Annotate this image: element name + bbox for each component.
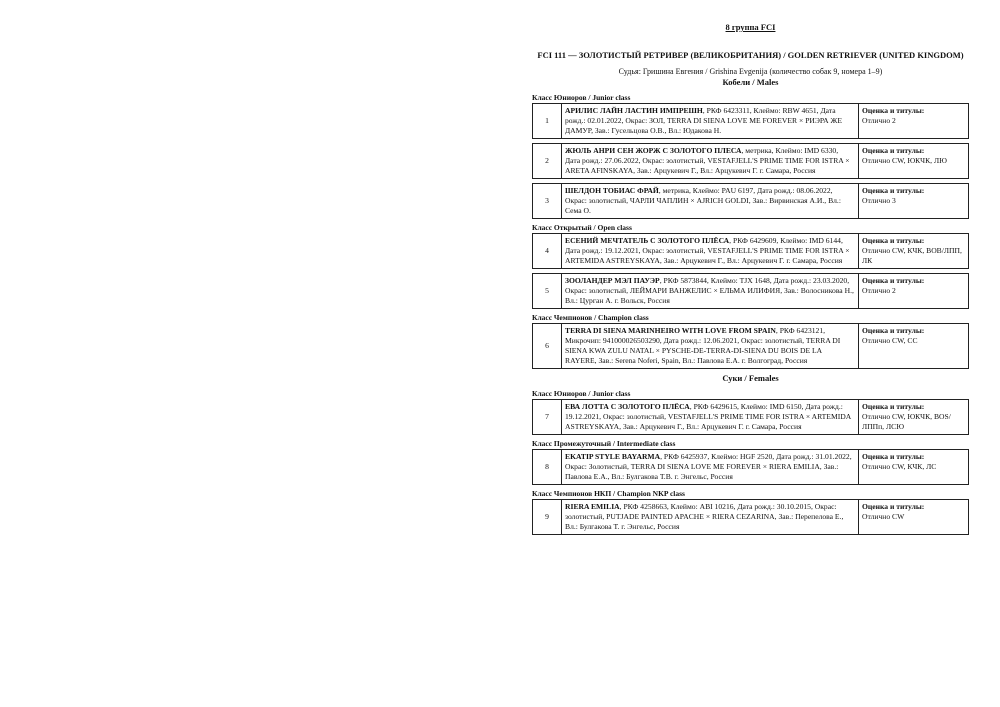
entry-result [859, 450, 969, 485]
result-text: Отлично CW, ЮКЧК, ЛЮ [862, 156, 947, 165]
entry-description [562, 104, 859, 139]
dog-details: , РКФ 6423121, Микрочип: 941000026503290, Дата рожд.: 12.06.2021, Окрас: золотистый, TERRA DI SIENA KWA ZULU NATAL × PYSCHE-DE-TERRA-DI-SIENA DU BOIS DE LA RAYERE, Зав.: Serena Noferi, Spain, Вл.: Павлова Е.А. г. Волгоград, Россия [565, 326, 841, 365]
result-label: Оценка и титулы: [862, 186, 925, 195]
entry-description [562, 144, 859, 179]
entry-description [562, 184, 859, 219]
entry-row [532, 399, 969, 435]
dog-name: ЖЮЛЬ АНРИ СЕН ЖОРЖ С ЗОЛОТОГО ПЛЕСА [565, 146, 742, 155]
entry-number: 4 [533, 234, 562, 269]
group-title: 8 группа FCI [725, 22, 776, 32]
class-title: Класс Чемпионов НКП / Champion NKP class [532, 489, 685, 498]
entry-result [859, 274, 969, 309]
result-text: Отлично CW, ЮКЧК, BOS/ЛППп, ЛСЮ [862, 412, 951, 431]
entry-description [562, 274, 859, 309]
sex-heading: Суки / Females [722, 373, 779, 383]
class-title: Класс Промежуточный / Intermediate class [532, 439, 676, 448]
catalog-page [532, 22, 969, 539]
result-label: Оценка и титулы: [862, 326, 925, 335]
dog-name: АРИЛИС ЛАЙН ЛАСТИН ИМПРЕШН [565, 106, 703, 115]
dog-name: RIERA EMILIA [565, 502, 620, 511]
entry-result [859, 324, 969, 369]
entry-row [532, 499, 969, 535]
dog-details: , РКФ 6423311, Клеймо: RBW 4651, Дата рожд.: 02.01.2022, Окрас: ЗОЛ, TERRA DI SIENA LOVE ME FOREVER × РИЭРА ЖЕ ДАМУР, Зав.: Гусельцова О.В., Вл.: Юдакова Н. [565, 106, 842, 135]
result-text: Отлично 2 [862, 116, 896, 125]
class-title: Класс Юниоров / Junior class [532, 389, 631, 398]
dog-details: , РКФ 6429615, Клеймо: IMD 6150, Дата рожд.: 19.12.2021, Окрас: золотистый, VESTAFJELL'S PRIME TIME FOR ISTRA × ARTEMIDA ASTREYSKAYA, Зав.: Арцукевич Г., Вл.: Арцукевич Г. г. Самара, Россия [565, 402, 851, 431]
dog-details: , РКФ 6425937, Клеймо: HGF 2520, Дата рожд.: 31.01.2022, Окрас: Золотистый, TERRA DI SIENA LOVE ME FOREVER × RIERA EMILIA, Зав.: Павлова Е.А., Вл.: Булгакова Т.В. г. Энгельс, Россия [565, 452, 852, 481]
result-label: Оценка и титулы: [862, 106, 925, 115]
entry-row [532, 449, 969, 485]
entry-row [532, 183, 969, 219]
dog-name: ЗООЛАНДЕР МЭЛ ПАУЭР [565, 276, 660, 285]
entry-description [562, 500, 859, 535]
result-label: Оценка и титулы: [862, 276, 925, 285]
class-title: Класс Открытый / Open class [532, 223, 632, 232]
dog-details: , РКФ 6429609, Клеймо: IMD 6144, Дата рожд.: 19.12.2021, Окрас: золотистый, VESTAFJELL'S PRIME TIME FOR ISTRA × ARTEMIDA ASTREYSKAYA, Зав.: Арцукевич Г., Вл.: Арцукевич Г. г. Самара, Россия [565, 236, 850, 265]
class-title: Класс Юниоров / Junior class [532, 93, 631, 102]
result-text: Отлично 3 [862, 196, 896, 205]
dog-details: , метрика, Клеймо: IMD 6330, Дата рожд.: 27.06.2022, Окрас: золотистый, VESTAFJELL'S PRIME TIME FOR ISTRA × ARETA AFINSKAYA, Зав.: Арцукевич Г., Вл.: Арцукевич Г. г. Самара, Россия [565, 146, 850, 175]
result-label: Оценка и титулы: [862, 236, 925, 245]
dog-details: , метрика, Клеймо: PAU 6197, Дата рожд.: 08.06.2022, Окрас: золотистый, ЧАРЛИ ЧАПЛИН × AJRICH GOLDI, Зав.: Вирвинская А.И., Вл.: Сема О. [565, 186, 841, 215]
breed-title: FCI 111 — ЗОЛОТИСТЫЙ РЕТРИВЕР (ВЕЛИКОБРИТАНИЯ) / GOLDEN RETRIEVER (UNITED KINGDOM) [537, 50, 964, 60]
result-label: Оценка и титулы: [862, 402, 925, 411]
dog-details: , РКФ 4258663, Клеймо: ABI 10216, Дата рожд.: 30.10.2015, Окрас: золотистый, PUTJADE PAINTED APACHE × RIERA CEZARINA, Зав.: Перепелова Е., Вл.: Булгакова Т. г. Энгельс, Россия [565, 502, 844, 531]
sections-container [532, 77, 969, 535]
entry-result [859, 144, 969, 179]
class-title: Класс Чемпионов / Champion class [532, 313, 649, 322]
entry-number: 7 [533, 400, 562, 435]
entry-result [859, 400, 969, 435]
entry-number: 8 [533, 450, 562, 485]
dog-name: EKATIP STYLE BAYARMA [565, 452, 661, 461]
entry-description [562, 400, 859, 435]
judge-line: Судья: Гришина Евгения / Grishina Evgenija (количество собак 9, номера 1–9) [618, 67, 883, 76]
result-label: Оценка и титулы: [862, 146, 925, 155]
dog-name: TERRA DI SIENA MARINHEIRO WITH LOVE FROM SPAIN [565, 326, 776, 335]
result-text: Отлично CW, КЧК, ЛС [862, 462, 937, 471]
result-text: Отлично 2 [862, 286, 896, 295]
entry-description [562, 450, 859, 485]
entry-result [859, 184, 969, 219]
entry-row [532, 323, 969, 369]
entry-number: 6 [533, 324, 562, 369]
entry-result [859, 234, 969, 269]
entry-number: 2 [533, 144, 562, 179]
dog-details: , РКФ 5873844, Клеймо: TJX 1648, Дата рожд.: 23.03.2020, Окрас: золотистый, ЛЕЙМАРИ ВАНЖЕЛИС × ЕЛЬМА ИЛИФИЯ, Зав.: Волосникова Н., Вл.: Цурган А. г. Вольск, Россия [565, 276, 854, 305]
entry-number: 5 [533, 274, 562, 309]
result-label: Оценка и титулы: [862, 502, 925, 511]
entry-row [532, 233, 969, 269]
result-text: Отлично CW, КЧК, ВОВ/ЛПП, ЛК [862, 246, 962, 265]
entry-description [562, 324, 859, 369]
entry-row [532, 103, 969, 139]
entry-result [859, 500, 969, 535]
entry-number: 3 [533, 184, 562, 219]
entry-number: 1 [533, 104, 562, 139]
entry-row [532, 273, 969, 309]
entry-row [532, 143, 969, 179]
entry-number: 9 [533, 500, 562, 535]
result-label: Оценка и титулы: [862, 452, 925, 461]
dog-name: ЕВА ЛОТТА С ЗОЛОТОГО ПЛЁСА [565, 402, 690, 411]
entry-result [859, 104, 969, 139]
entry-description [562, 234, 859, 269]
result-text: Отлично CW [862, 512, 905, 521]
dog-name: ЕСЕНИЙ МЕЧТАТЕЛЬ С ЗОЛОТОГО ПЛЁСА [565, 236, 730, 245]
dog-name: ШЕЛДОН ТОБИАС ФРАЙ [565, 186, 659, 195]
sex-heading: Кобели / Males [722, 77, 779, 87]
result-text: Отлично CW, CC [862, 336, 918, 345]
